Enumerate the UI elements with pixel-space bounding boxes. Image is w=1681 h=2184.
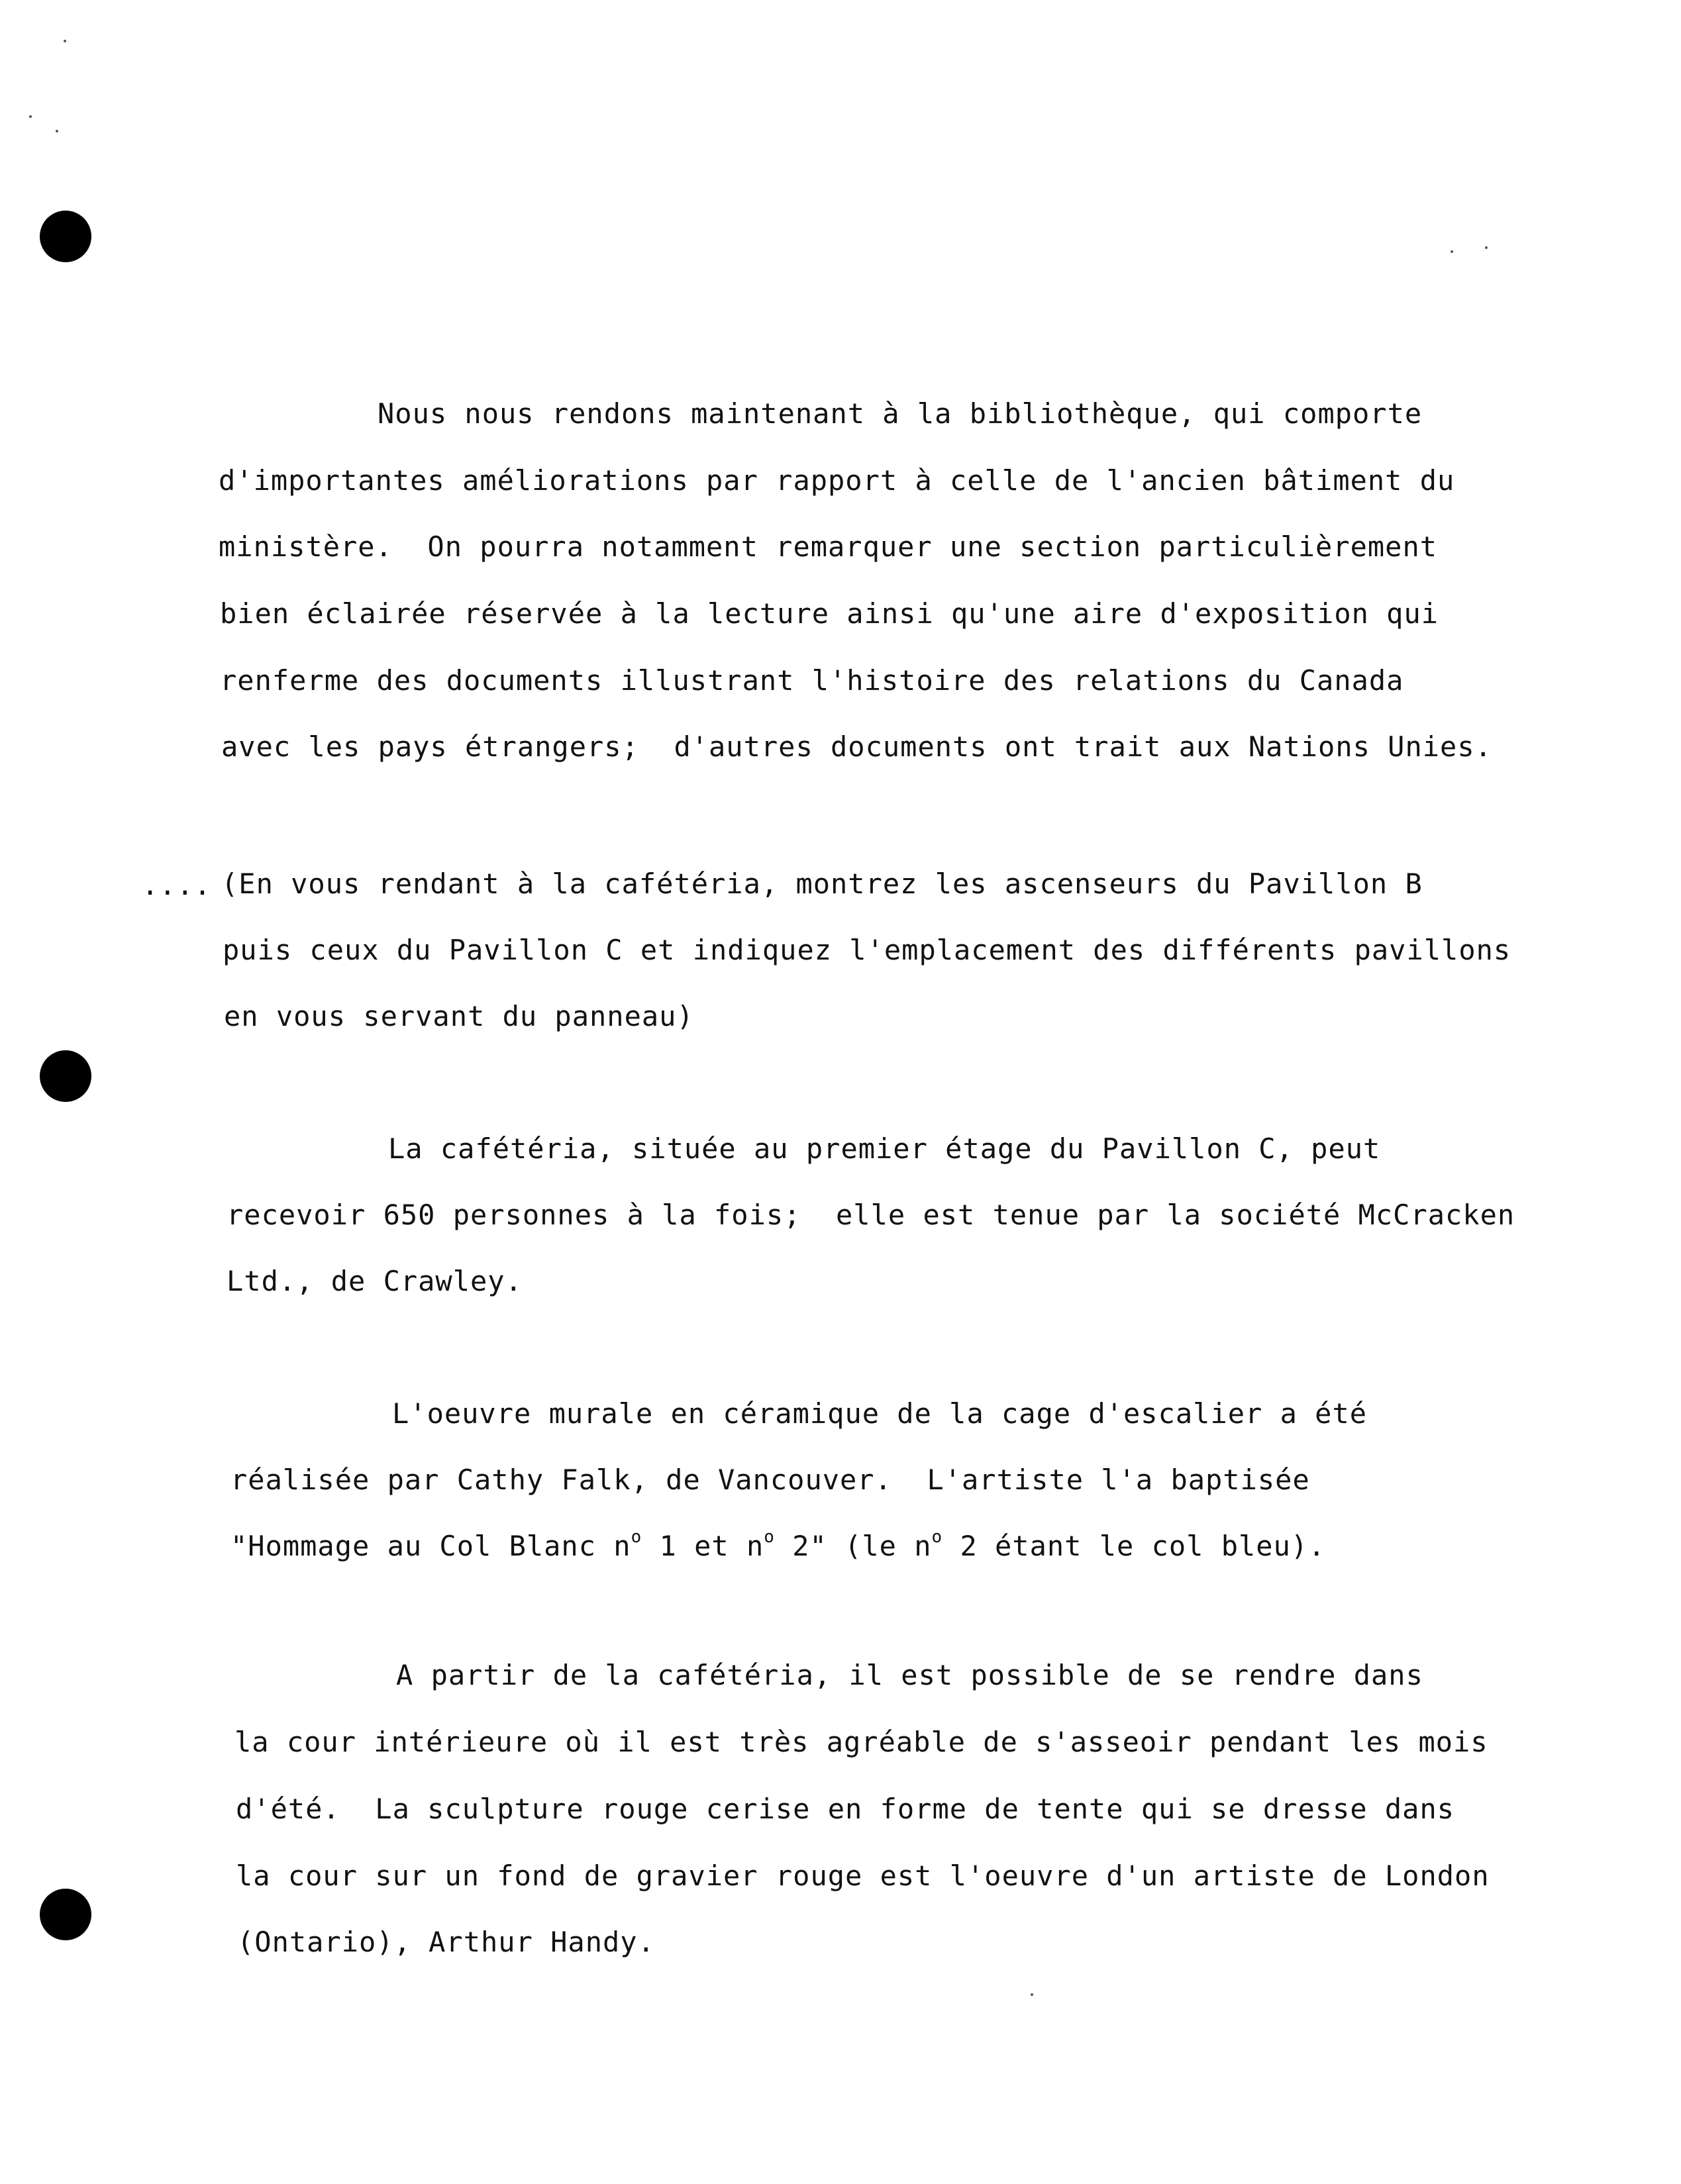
punch-hole-bottom [40,1889,91,1940]
text-line: bien éclairée réservée à la lecture ainsi qu'une aire d'exposition qui [220,597,1439,630]
text-line: A partir de la cafétéria, il est possible de se rendre dans [396,1659,1423,1691]
punch-hole-top [40,211,91,262]
text-line: puis ceux du Pavillon C et indiquez l'emplacement des différents pavillons [223,934,1511,966]
text-line: (En vous rendant à la cafétéria, montrez les ascenseurs du Pavillon B [221,868,1423,900]
punch-hole-middle [40,1050,91,1102]
superscript-numero: o [764,1527,775,1547]
text-line: ministère. On pourra notamment remarquer une section particulièrement [219,530,1438,563]
scan-speck [29,115,32,118]
text-line-with-superscripts: "Hommage au Col Blanc $n^o$ 1 et $n^o$ 2" (le $n^o$ 2 étant le col bleu). [230,1527,1326,1562]
text-line: en vous servant du panneau) [224,1000,694,1032]
text-line: Ltd., de Crawley. [227,1265,523,1297]
text-line: d'importantes améliorations par rapport à celle de l'ancien bâtiment du [219,464,1455,497]
scan-speck [64,40,66,42]
scan-speck [56,130,58,132]
text-line: (Ontario), Arthur Handy. [237,1926,655,1958]
text-line: d'été. La sculpture rouge cerise en forme de tente qui se dresse dans [236,1793,1455,1825]
text-line: la cour intérieure où il est très agréable de s'asseoir pendant les mois [234,1726,1488,1758]
text-line: recevoir 650 personnes à la fois; elle est tenue par la société McCracken [227,1199,1515,1231]
margin-mark: .... [142,869,212,901]
text-line: renferme des documents illustrant l'histoire des relations du Canada [220,664,1404,697]
superscript-numero: o [631,1527,642,1547]
text-line: réalisée par Cathy Falk, de Vancouver. L'artiste l'a baptisée [230,1464,1310,1496]
text-line: Nous nous rendons maintenant à la bibliothèque, qui comporte [378,397,1423,430]
scan-speck [1451,250,1453,253]
superscript-numero: o [931,1527,943,1547]
text-line: la cour sur un fond de gravier rouge est l'oeuvre d'un artiste de London [236,1860,1490,1892]
scan-speck [1485,246,1488,249]
text-line: La cafétéria, située au premier étage du Pavillon C, peut [388,1132,1381,1165]
text-line: L'oeuvre murale en céramique de la cage d'escalier a été [392,1397,1368,1430]
text-line: avec les pays étrangers; d'autres documents ont trait aux Nations Unies. [221,730,1492,763]
scan-speck [1031,1993,1033,1996]
